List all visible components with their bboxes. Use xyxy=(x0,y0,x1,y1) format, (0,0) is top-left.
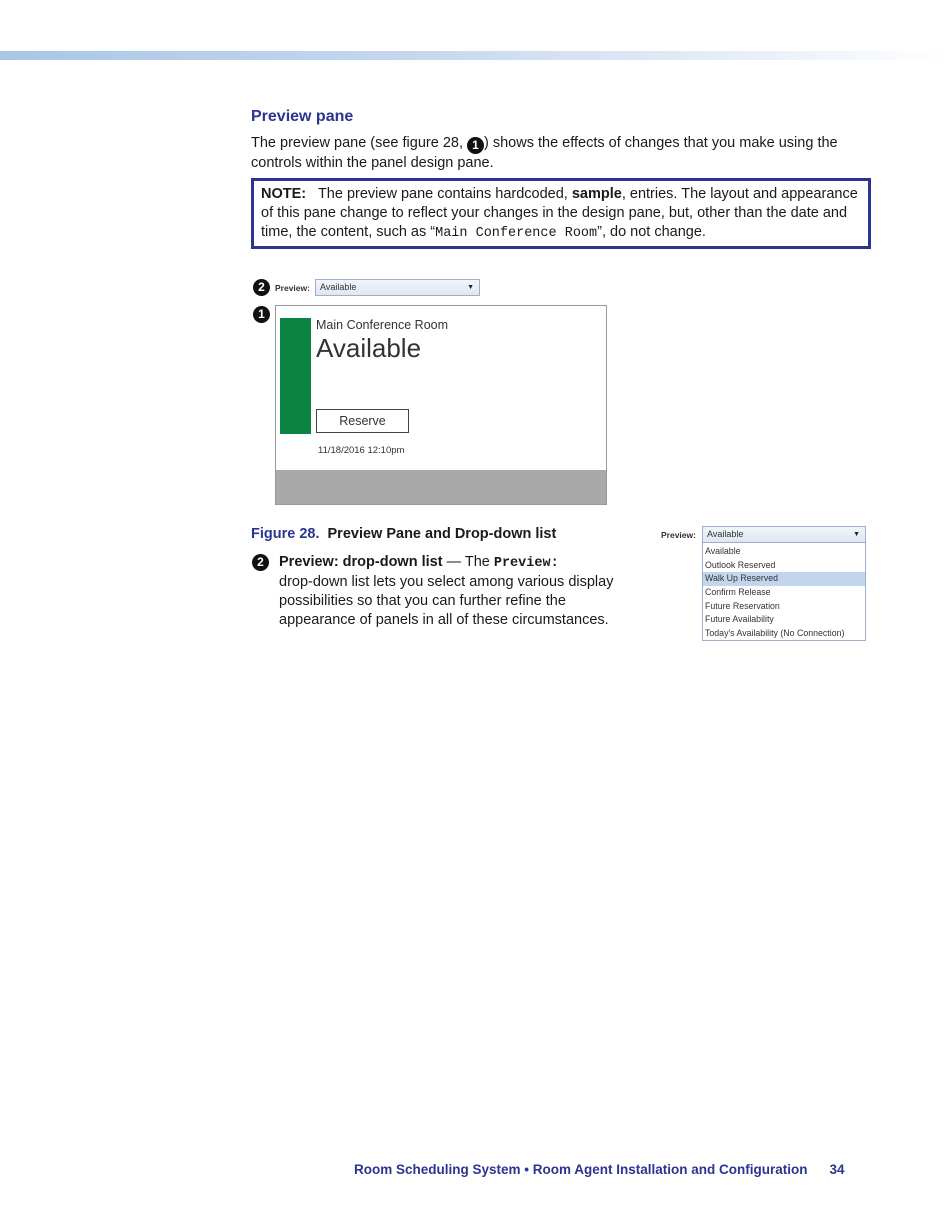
room-status: Available xyxy=(316,333,422,363)
note-code: Main Conference Room xyxy=(435,226,598,241)
header-band xyxy=(0,51,950,60)
intro-text-after: ) shows the effects of changes that you make using the controls within the panel design pane. xyxy=(251,135,838,171)
description-body xyxy=(251,553,636,630)
dropdown-option[interactable]: Future Availability xyxy=(705,614,774,625)
callout-2-icon: 2 xyxy=(253,279,270,296)
callout-2-icon: 2 xyxy=(252,554,269,571)
reserve-button[interactable]: Reserve xyxy=(316,409,409,433)
dropdown-option-highlighted[interactable]: Walk Up Reserved xyxy=(703,572,865,586)
preview-dropdown-value: Available xyxy=(320,282,357,292)
intro-paragraph xyxy=(251,134,866,173)
description-text: drop-down list lets you select among various display possibilities so that you can further refine the appearance of panels in all of these circumstances. xyxy=(279,574,614,628)
dropdown-description xyxy=(251,553,636,630)
note-text-3: ”, do not change. xyxy=(597,224,706,240)
page-number: 34 xyxy=(829,1162,845,1177)
section-heading: Preview pane xyxy=(251,108,354,125)
dropdown-option[interactable]: Future Reservation xyxy=(705,600,780,611)
footer-title: Room Scheduling System • Room Agent Installation and Configuration xyxy=(354,1162,808,1177)
note-text-1: The preview pane contains hardcoded, xyxy=(317,186,572,202)
chevron-down-icon: ▼ xyxy=(467,284,474,291)
dropdown-option[interactable]: Today's Availability (No Connection) xyxy=(705,628,845,639)
figure-number: Figure 28. xyxy=(251,526,320,542)
dropdown-options-list xyxy=(702,542,866,641)
preview-pane xyxy=(275,305,607,505)
preview-dropdown[interactable] xyxy=(315,279,480,296)
panel-datetime: 11/18/2016 12:10pm xyxy=(318,445,405,456)
figure-title: Preview Pane and Drop-down list xyxy=(327,526,557,542)
callout-1-icon: 1 xyxy=(467,137,484,154)
note-box xyxy=(251,178,871,249)
intro-text-before: The preview pane (see figure 28, xyxy=(251,135,468,151)
description-title: Preview: drop-down list xyxy=(279,554,443,570)
panel-footer-bar xyxy=(276,470,606,504)
expanded-dropdown-value: Available xyxy=(707,529,744,539)
room-name: Main Conference Room xyxy=(316,318,449,332)
note-label: NOTE: xyxy=(261,186,307,202)
dropdown-option[interactable]: Outlook Reserved xyxy=(705,559,776,570)
dropdown-preview-label: Preview: xyxy=(661,530,696,540)
chevron-down-icon: ▼ xyxy=(853,531,860,538)
preview-label: Preview: xyxy=(275,283,310,293)
dropdown-option[interactable]: Available xyxy=(705,546,741,556)
status-color-bar xyxy=(280,318,311,434)
description-dash: — The xyxy=(442,554,494,570)
description-code: Preview: xyxy=(493,556,559,571)
dropdown-option[interactable]: Confirm Release xyxy=(705,587,771,598)
callout-1-icon: 1 xyxy=(253,306,270,323)
figure-caption xyxy=(251,526,556,542)
page-footer xyxy=(354,1162,845,1177)
note-bold: sample xyxy=(571,186,622,202)
note-text-2: , entries. The layout and appearance of this pane change to reflect your changes in the design pane, but, other than the date and time, the content, such as “ xyxy=(261,186,858,240)
expanded-dropdown[interactable] xyxy=(702,526,866,543)
